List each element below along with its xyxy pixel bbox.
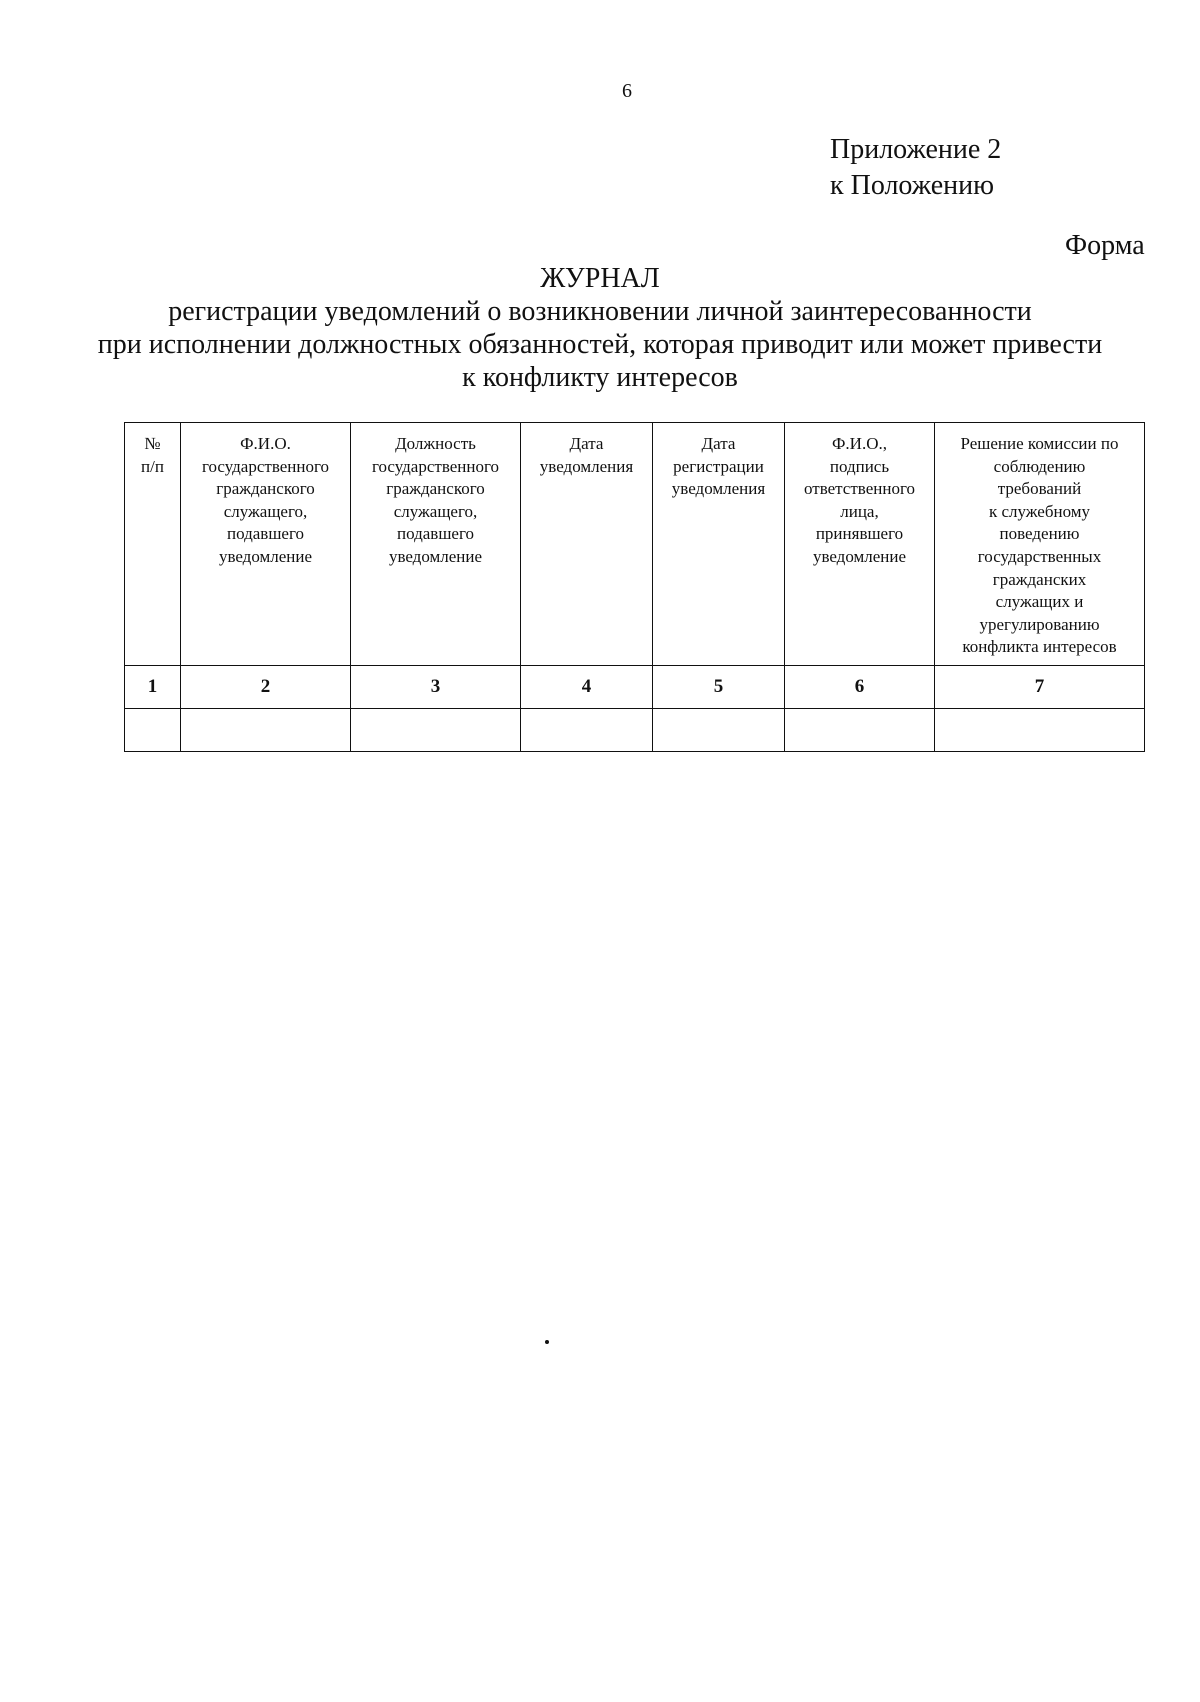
header-cell-position xyxy=(351,423,521,666)
table-cell xyxy=(521,709,653,752)
scan-speck xyxy=(545,1340,549,1344)
header-text-line: требований xyxy=(997,479,1082,499)
header-text-line: принявшего xyxy=(815,524,904,544)
header-text-line: Решение комиссии по xyxy=(960,434,1119,453)
header-cell-commission-decision xyxy=(935,423,1145,666)
header-cell-employee-name xyxy=(181,423,351,666)
column-number: 1 xyxy=(125,666,181,709)
form-label: Форма xyxy=(1065,230,1145,261)
header-text-line: поведению xyxy=(999,524,1080,544)
journal-table xyxy=(124,422,1145,752)
column-number: 7 xyxy=(935,666,1145,709)
header-text-line: государственных xyxy=(977,546,1102,566)
title-line-3: к конфликту интересов xyxy=(462,362,738,393)
table-cell xyxy=(125,709,181,752)
document-title xyxy=(60,262,1140,394)
table-cell xyxy=(935,709,1145,752)
header-text-line: № xyxy=(144,434,161,453)
header-text-line: служащего, xyxy=(223,501,308,521)
header-text-line: служащего, xyxy=(393,501,478,521)
header-text-line: Должность xyxy=(395,434,476,453)
header-text-line: конфликта интересов xyxy=(962,637,1117,657)
header-text-line: уведомление xyxy=(218,546,313,566)
header-text-line: гражданских xyxy=(992,569,1087,589)
header-text-line: ответственного xyxy=(803,479,915,499)
header-text-line: п/п xyxy=(141,456,164,476)
table-cell xyxy=(351,709,521,752)
header-text-line: подпись xyxy=(829,456,890,476)
header-text-line: регистрации xyxy=(673,456,764,476)
header-cell-registration-date xyxy=(653,423,785,666)
header-text-line: государственного xyxy=(201,456,330,476)
column-number: 3 xyxy=(351,666,521,709)
header-text-line: к служебному xyxy=(988,501,1091,521)
table-cell xyxy=(181,709,351,752)
header-text-line: уведомления xyxy=(671,479,766,499)
title-line-2: при исполнении должностных обязанностей, которая приводит или может привести xyxy=(97,329,1103,360)
header-text-line: Ф.И.О., xyxy=(832,434,887,453)
title-heading: ЖУРНАЛ xyxy=(540,263,660,294)
column-number: 2 xyxy=(181,666,351,709)
column-number: 5 xyxy=(653,666,785,709)
column-number: 6 xyxy=(785,666,935,709)
header-cell-number xyxy=(125,423,181,666)
table-cell xyxy=(653,709,785,752)
header-text-line: Дата xyxy=(701,434,736,453)
appendix-line-1: Приложение 2 xyxy=(830,134,1002,165)
header-text-line: Ф.И.О. xyxy=(240,434,291,453)
header-text-line: государственного xyxy=(371,456,500,476)
header-text-line: уведомление xyxy=(388,546,483,566)
column-number: 4 xyxy=(521,666,653,709)
header-text-line: лица, xyxy=(840,501,879,521)
table-row xyxy=(125,709,1145,752)
header-text-line: уведомления xyxy=(539,456,634,476)
table-cell xyxy=(785,709,935,752)
header-text-line: урегулированию xyxy=(979,614,1100,634)
appendix-line-2: к Положению xyxy=(830,170,995,201)
header-cell-notification-date xyxy=(521,423,653,666)
header-text-line: служащих и xyxy=(995,592,1084,612)
header-text-line: Дата xyxy=(569,434,604,453)
header-text-line: гражданского xyxy=(386,479,485,499)
header-text-line: подавшего xyxy=(396,524,474,544)
page-number: 6 xyxy=(622,80,632,102)
header-text-line: соблюдению xyxy=(993,456,1086,476)
header-text-line: подавшего xyxy=(226,524,304,544)
column-number-row xyxy=(125,666,1145,709)
table-header-row xyxy=(125,423,1145,666)
header-text-line: гражданского xyxy=(216,479,315,499)
header-cell-responsible-person xyxy=(785,423,935,666)
header-text-line: уведомление xyxy=(812,546,907,566)
appendix-note xyxy=(830,132,1001,204)
title-line-1: регистрации уведомлений о возникновении личной заинтересованности xyxy=(168,296,1032,327)
